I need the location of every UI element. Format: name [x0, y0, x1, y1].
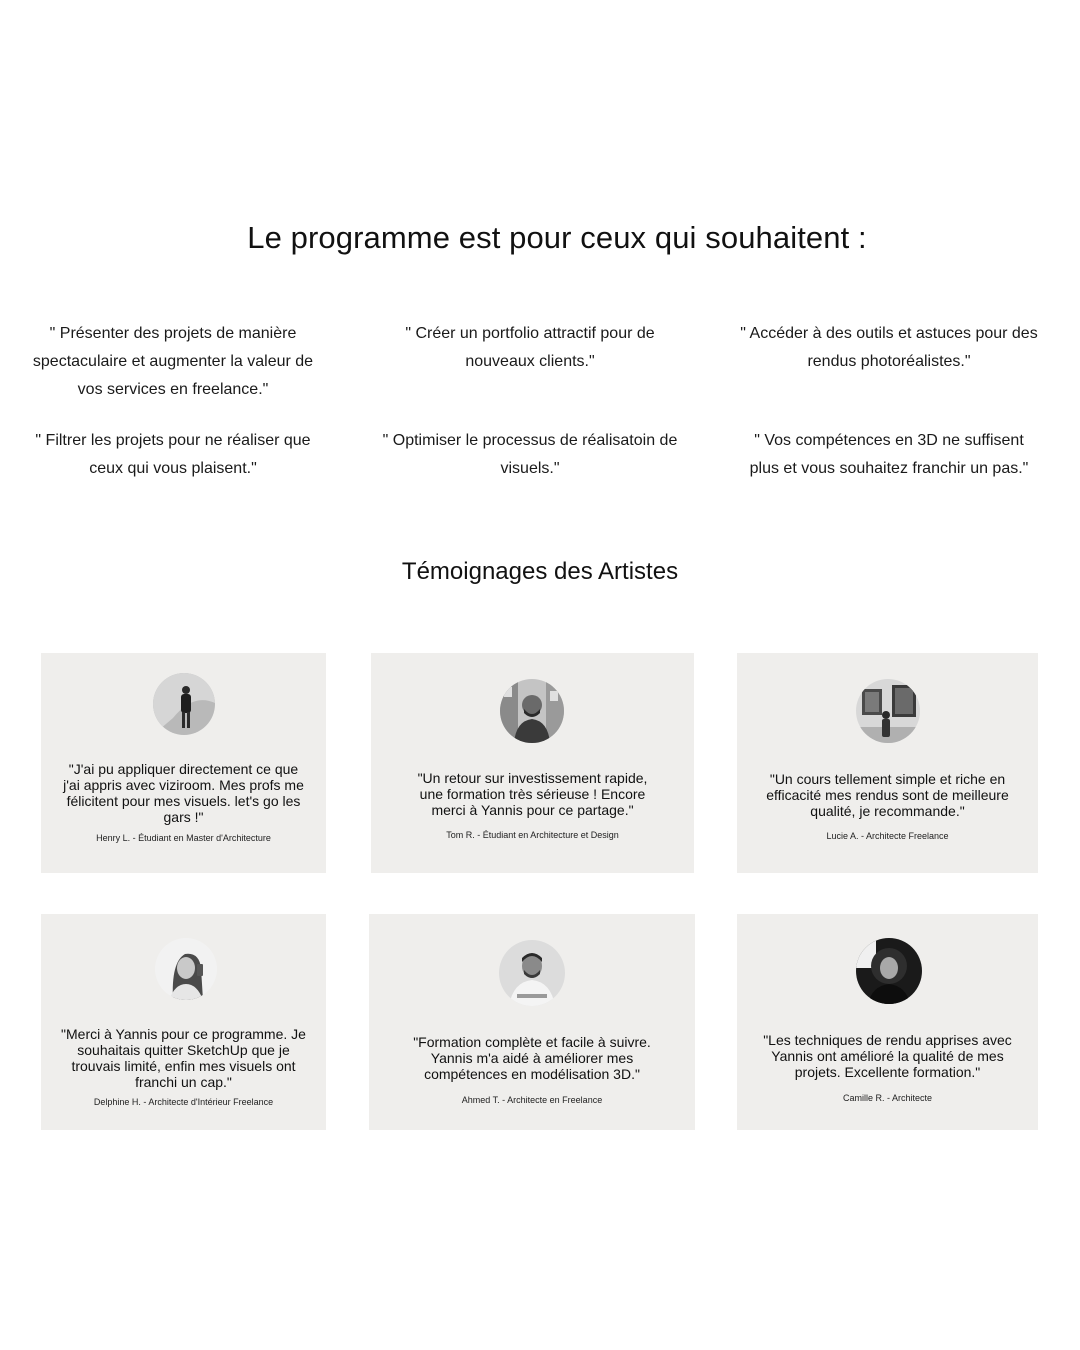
- testimonials-title: Témoignages des Artistes: [401, 558, 679, 585]
- testimonial-quote: "Merci à Yannis pour ce programme. Je souhaitais quitter SketchUp que je trouvais limité, enfin mes visuels ont franchi un cap.": [61, 1026, 306, 1090]
- goal-item: " Présenter des projets de manière spectaculaire et augmenter la valeur de vos services en freelance.": [32, 325, 314, 398]
- testimonial-author: Delphine H. - Architecte d'Intérieur Freelance: [93, 1097, 274, 1107]
- goal-item: " Accéder à des outils et astuces pour des rendus photoréalistes.": [740, 325, 1038, 370]
- avatar-standing-man: [153, 673, 215, 735]
- avatar-smiling-man: [499, 940, 565, 1006]
- testimonial-quote: "J'ai pu appliquer directement ce que j'ai appris avec viziroom. Mes profs me félicitent pour mes visuels. let's go les gars !": [63, 761, 304, 825]
- avatar-curly-woman: [856, 938, 922, 1004]
- testimonial-quote: "Un retour sur investissement rapide, une formation très sérieuse ! Encore merci à Yannis pour ce partage.": [417, 770, 648, 818]
- testimonial-card: [737, 914, 1038, 1130]
- testimonial-author: Henry L. - Étudiant en Master d'Architecture: [96, 833, 271, 843]
- testimonial-card: [369, 914, 695, 1130]
- testimonial-quote: "Un cours tellement simple et riche en efficacité mes rendus sont de meilleure qualité, je recommande.": [766, 771, 1009, 819]
- avatar-gallery-visitor: [856, 679, 920, 743]
- goal-item: " Filtrer les projets pour ne réaliser que ceux qui vous plaisent.": [35, 432, 311, 477]
- testimonial-card: [41, 653, 326, 873]
- testimonial-author: Camille R. - Architecte: [842, 1093, 933, 1103]
- avatar-bearded-man-street: [500, 679, 564, 743]
- testimonial-card: [371, 653, 694, 873]
- page-title: Le programme est pour ceux qui souhaitent :: [247, 220, 867, 255]
- avatar-woman-selfie: [155, 938, 217, 1000]
- testimonial-quote: "Formation complète et facile à suivre. Yannis m'a aidé à améliorer mes compétences en modélisation 3D.": [413, 1034, 651, 1082]
- testimonial-author: Tom R. - Étudiant en Architecture et Design: [446, 830, 619, 840]
- testimonial-author: Ahmed T. - Architecte en Freelance: [461, 1095, 603, 1105]
- testimonial-card: [41, 914, 326, 1130]
- testimonial-quote: "Les techniques de rendu apprises avec Yannis ont amélioré la qualité de mes projets. Excellente formation.": [763, 1032, 1012, 1080]
- goal-item: " Optimiser le processus de réalisatoin de visuels.": [382, 432, 678, 477]
- testimonial-card: [737, 653, 1038, 873]
- goal-item: " Créer un portfolio attractif pour de nouveaux clients.": [405, 325, 655, 370]
- testimonial-author: Lucie A. - Architecte Freelance: [826, 831, 949, 841]
- goal-item: " Vos compétences en 3D ne suffisent plus et vous souhaitez franchir un pas.": [749, 432, 1029, 477]
